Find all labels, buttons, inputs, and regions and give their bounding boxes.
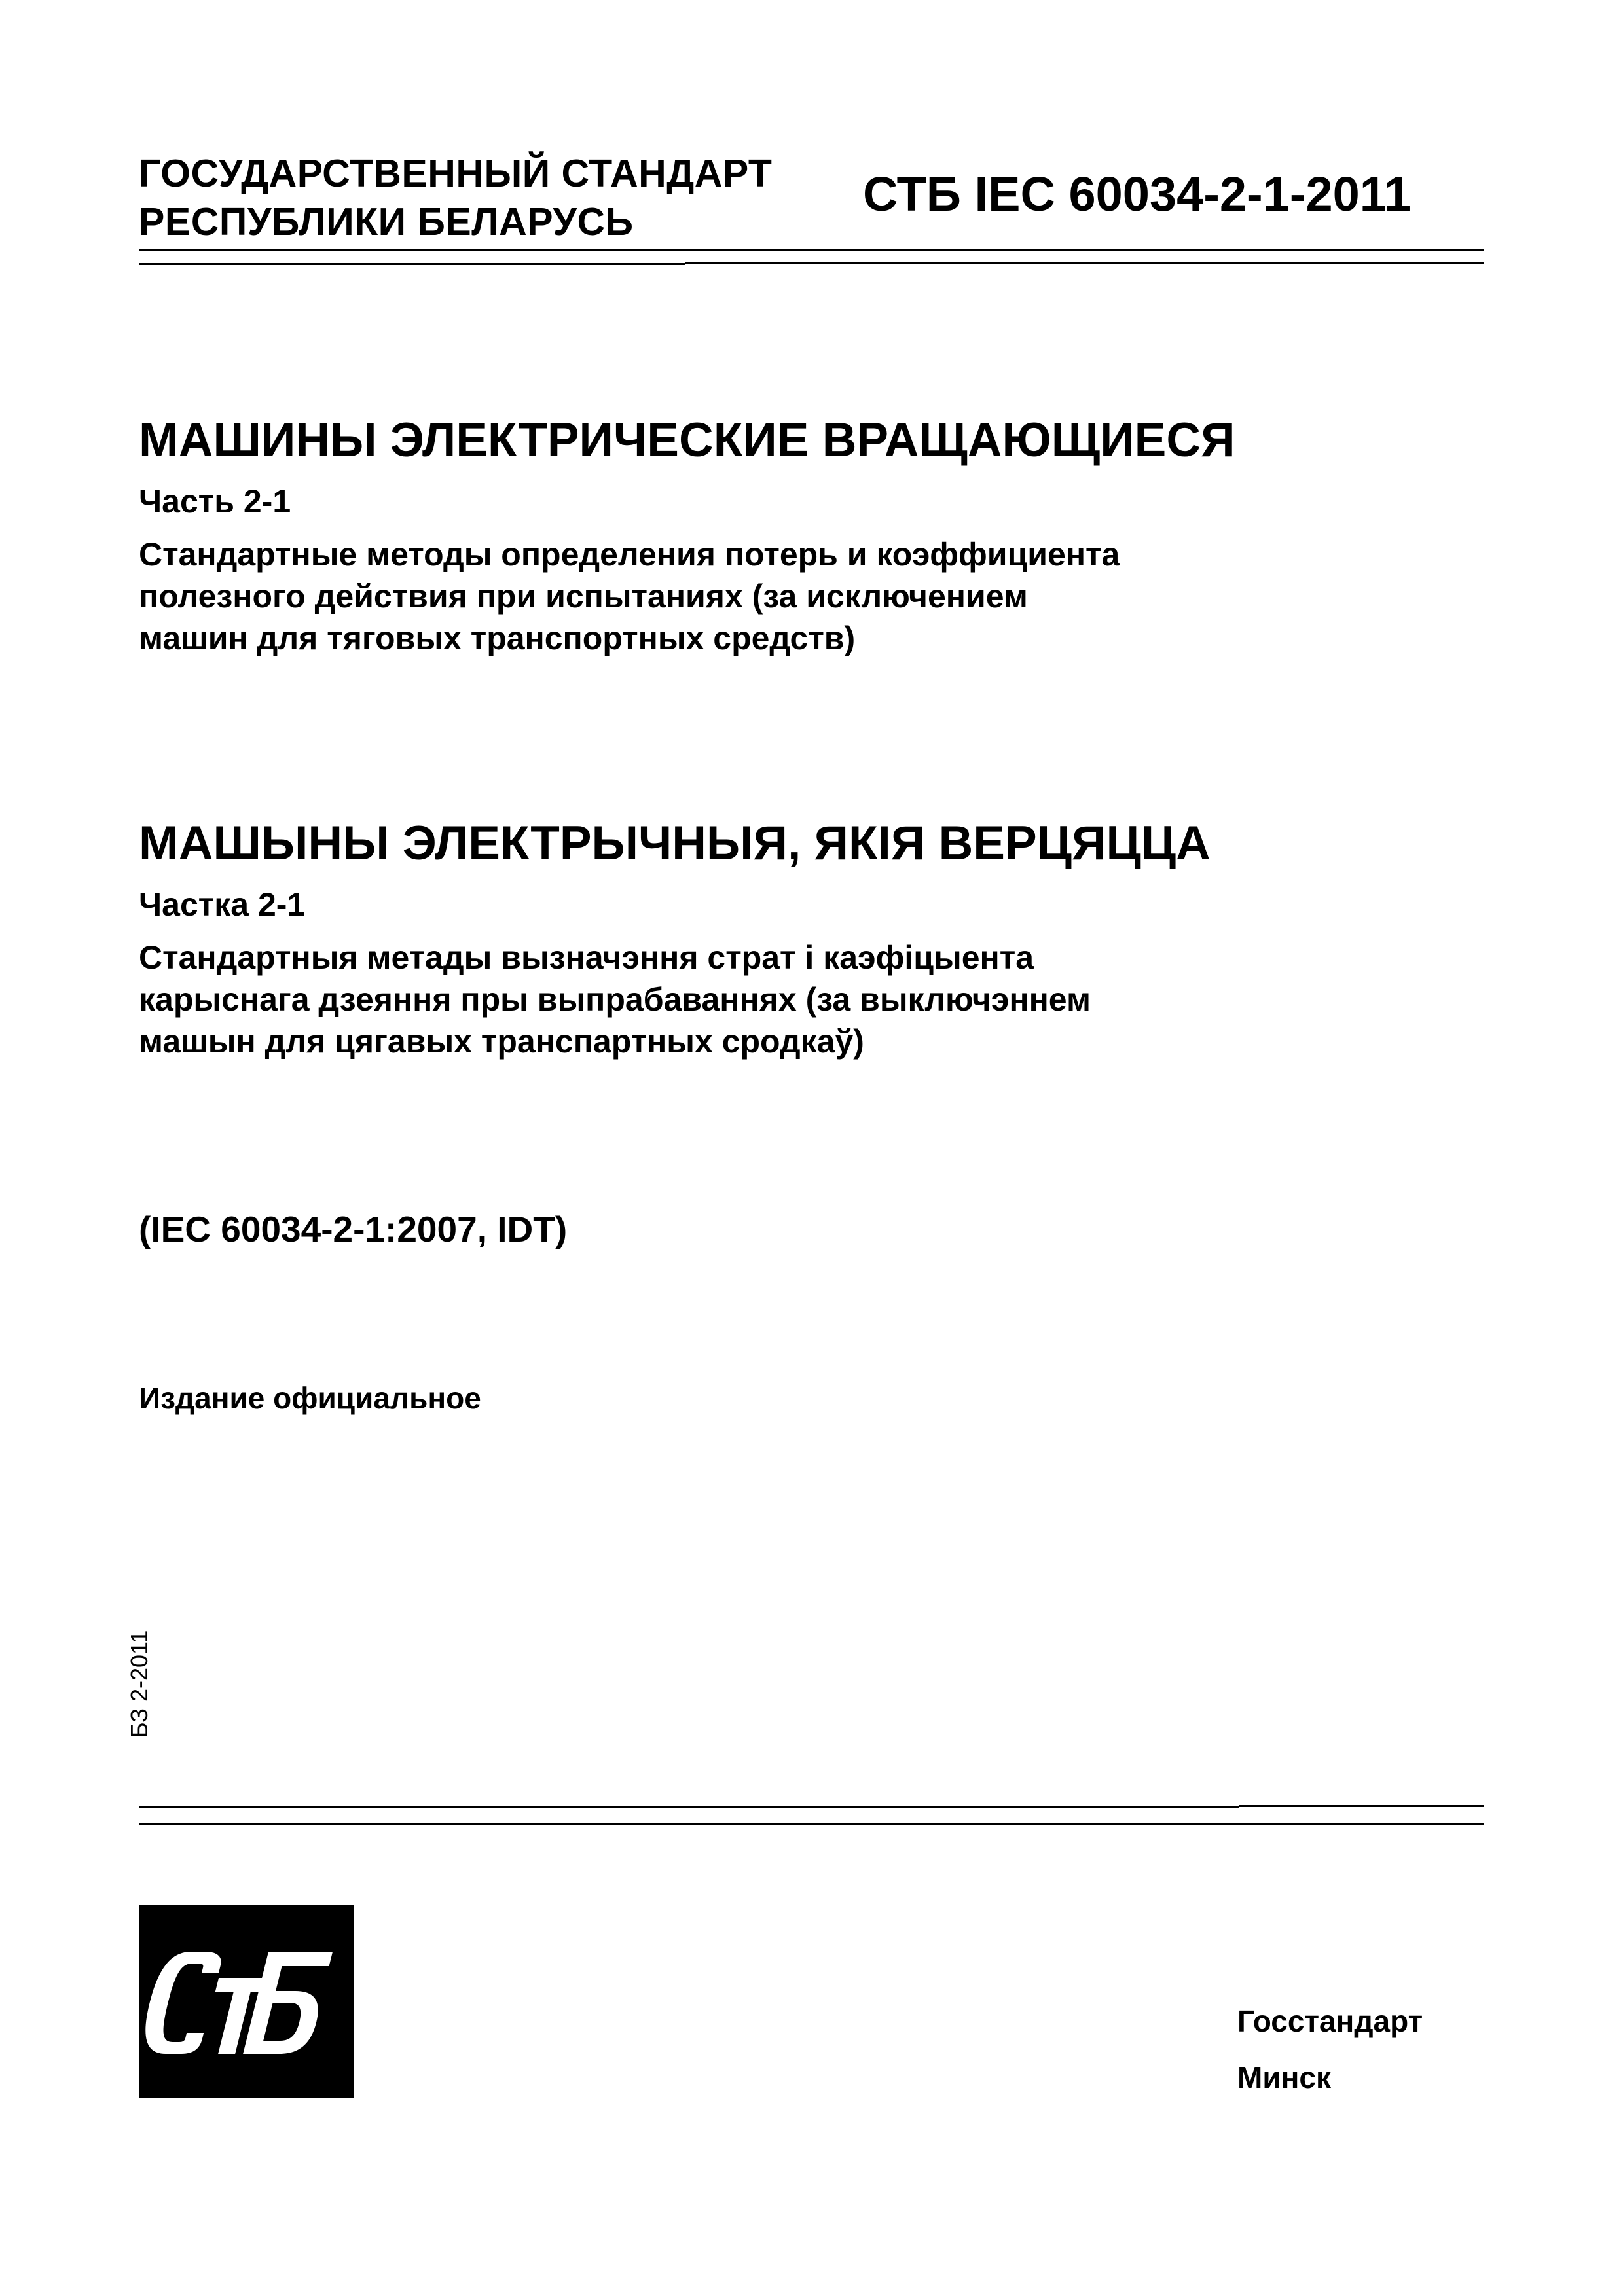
standard-authority: [139, 149, 772, 246]
footer-divider-top-left: [139, 1806, 1239, 1808]
title-by-subtitle-line: карыснага дзеяння пры выпрабаваннях (за выключэннем: [139, 981, 1091, 1018]
edition-label: Издание официальное: [139, 1381, 481, 1415]
title-by-main: МАШЫНЫ ЭЛЕКТРЫЧНЫЯ, ЯКІЯ ВЕРЦЯЦЦА: [139, 817, 1211, 870]
stb-logo: [139, 1905, 354, 2098]
bulletin-code: БЗ 2-2011: [126, 1630, 153, 1738]
footer-divider-top-right: [1239, 1805, 1484, 1807]
title-ru-subtitle-line: Стандартные методы определения потерь и коэффициента: [139, 536, 1120, 573]
authority-line-2: РЕСПУБЛИКИ БЕЛАРУСЬ: [139, 200, 634, 243]
title-ru-main: МАШИНЫ ЭЛЕКТРИЧЕСКИЕ ВРАЩАЮЩИЕСЯ: [139, 414, 1235, 467]
header-divider-bottom-left: [139, 263, 685, 265]
title-ru-subtitle-line: машин для тяговых транспортных средств): [139, 620, 856, 656]
standard-designation: СТБ IEC 60034-2-1-2011: [863, 167, 1412, 221]
title-by-subtitle-line: машын для цягавых транспартных сродкаў): [139, 1023, 864, 1060]
header-divider-bottom-right: [685, 262, 1484, 264]
title-by-subtitle: [139, 937, 1448, 1062]
iec-reference: (IEC 60034-2-1:2007, IDT): [139, 1209, 568, 1249]
publisher-city: Минск: [1237, 2060, 1331, 2094]
header-divider-top: [139, 249, 1484, 251]
title-ru-subtitle-line: полезного действия при испытаниях (за исключением: [139, 578, 1028, 615]
title-ru-subtitle: [139, 533, 1448, 659]
title-ru-part: Часть 2-1: [139, 483, 291, 520]
footer-divider-bottom: [139, 1823, 1484, 1825]
publisher-name: Госстандарт: [1237, 2004, 1423, 2038]
title-by-part: Частка 2-1: [139, 886, 306, 923]
stb-logo-icon: [139, 1905, 354, 2098]
authority-line-1: ГОСУДАРСТВЕННЫЙ СТАНДАРТ: [139, 152, 773, 195]
title-by-subtitle-line: Стандартныя метады вызначэння страт і каэфіцыента: [139, 939, 1034, 976]
